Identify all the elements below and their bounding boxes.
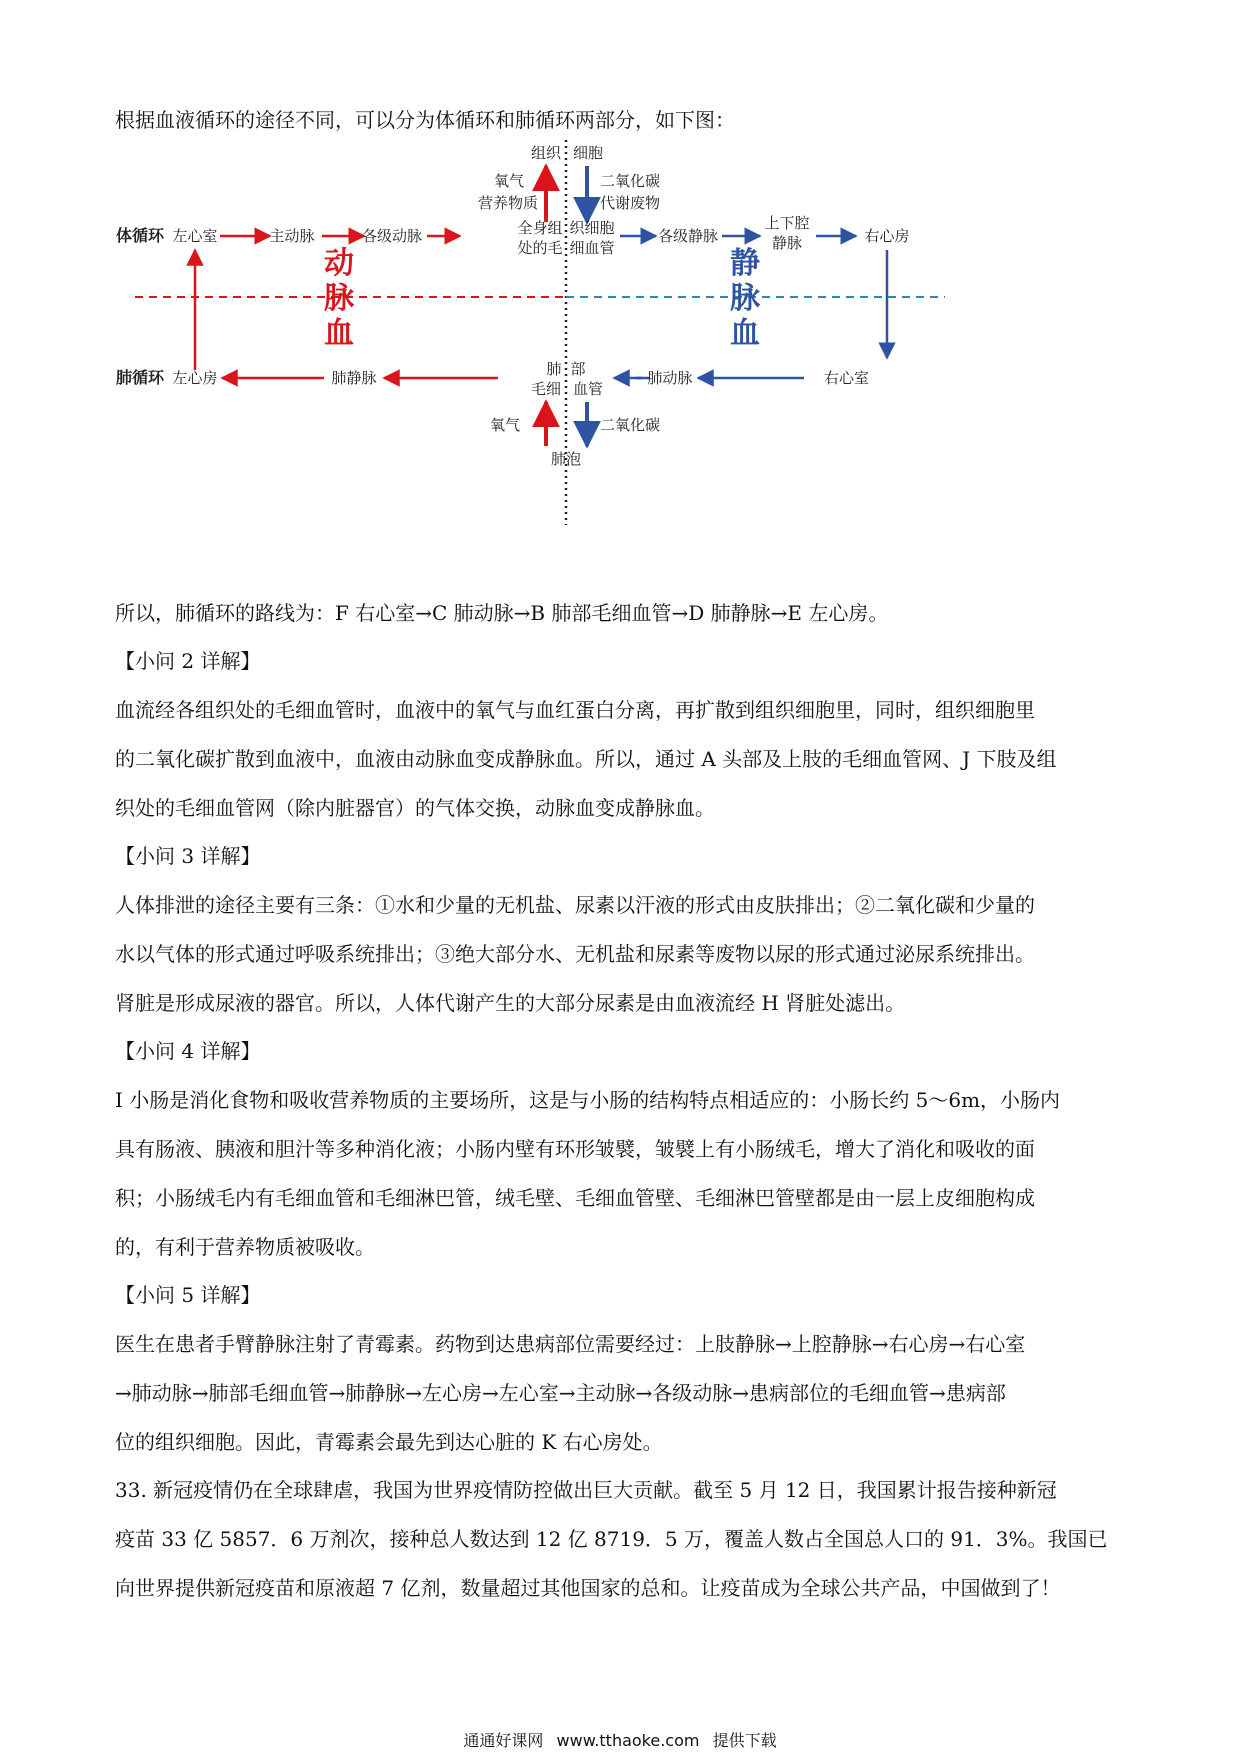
lung-capillary-label-2: 部 xyxy=(570,360,586,378)
tissue-cell-label-right: 细胞 xyxy=(572,144,604,162)
arterial-blood-char-1: 动 xyxy=(324,246,354,281)
footer-site-name: 通通好课网 xyxy=(463,1731,544,1750)
q33-line-2: 疫苗 33 亿 5857．6 万剂次，接种总人数达到 12 亿 8719．5 万，覆盖人数占全国总人口的 91．3%。我国已 xyxy=(115,1527,1108,1551)
lung-capillary-label-4: 血管 xyxy=(572,380,604,398)
q3-line-1: 人体排泄的途径主要有三条：①水和少量的无机盐、尿素以汗液的形式由皮肤排出；②二氧化碳和少量的 xyxy=(115,893,1035,917)
pulmonary-artery-label: 肺动脉 xyxy=(647,369,693,387)
veins-label: 各级静脉 xyxy=(657,227,719,245)
body-capillary-label-3: 处的毛 xyxy=(517,239,563,257)
row-label-pulmonary: 肺循环 xyxy=(116,368,165,387)
vena-cava-label-1: 上下腔 xyxy=(764,214,810,232)
q5-line-1: 医生在患者手臂静脉注射了青霉素。药物到达患病部位需要经过：上肢静脉→上腔静脉→右心房→右心室 xyxy=(115,1332,1026,1356)
waste-label: 代谢废物 xyxy=(600,194,661,212)
blood-circulation-diagram xyxy=(100,140,980,540)
q33-line-1: 33. 新冠疫情仍在全球肆虐，我国为世界疫情防控做出巨大贡献。截至 5 月 12 日，我国累计报告接种新冠 xyxy=(115,1478,1057,1502)
arterial-blood-char-3: 血 xyxy=(324,316,354,351)
heading-q4: 【小问 4 详解】 xyxy=(115,1039,261,1063)
q3-line-2: 水以气体的形式通过呼吸系统排出；③绝大部分水、无机盐和尿素等废物以尿的形式通过泌尿系统排出。 xyxy=(115,942,1035,966)
body-capillary-label-2: 织细胞 xyxy=(569,219,615,237)
row-label-systemic: 体循环 xyxy=(116,226,165,245)
q5-line-2: →肺动脉→肺部毛细血管→肺静脉→左心房→左心室→主动脉→各级动脉→患病部位的毛细血管→患病部 xyxy=(115,1381,1006,1405)
body-capillary-label-4: 细血管 xyxy=(569,239,615,257)
q2-line-3: 织处的毛细血管网（除内脏器官）的气体交换，动脉血变成静脉血。 xyxy=(115,796,715,820)
right-ventricle-label: 右心室 xyxy=(824,369,870,387)
q4-line-4: 的，有利于营养物质被吸收。 xyxy=(115,1235,375,1259)
q2-line-2: 的二氧化碳扩散到血液中，血液由动脉血变成静脉血。所以，通过 A 头部及上肢的毛细血管网、J 下肢及组 xyxy=(115,747,1057,771)
heading-q5: 【小问 5 详解】 xyxy=(115,1283,261,1307)
lung-capillary-label-3: 毛细 xyxy=(530,380,562,398)
q5-line-3: 位的组织细胞。因此，青霉素会最先到达心脏的 K 右心房处。 xyxy=(115,1430,663,1454)
oxygen-label-bottom: 氧气 xyxy=(489,416,520,434)
footer-url[interactable]: www.tthaoke.com xyxy=(556,1731,700,1750)
arterial-blood-char-2: 脉 xyxy=(324,281,354,316)
alveoli-label: 肺泡 xyxy=(550,450,582,468)
co2-label-top: 二氧化碳 xyxy=(600,172,661,190)
nutrients-label: 营养物质 xyxy=(477,194,538,212)
q2-line-1: 血流经各组织处的毛细血管时，血液中的氧气与血红蛋白分离，再扩散到组织细胞里，同时，组织细胞里 xyxy=(115,698,1035,722)
vena-cava-label-2: 静脉 xyxy=(771,234,803,252)
co2-label-bottom: 二氧化碳 xyxy=(600,416,661,434)
left-atrium-label: 左心房 xyxy=(172,369,218,387)
tissue-cell-label-left: 组织 xyxy=(530,144,562,162)
pulmonary-vein-label: 肺静脉 xyxy=(331,369,377,387)
intro-text: 根据血液循环的途径不同，可以分为体循环和肺循环两部分，如下图： xyxy=(115,108,735,132)
oxygen-label-top: 氧气 xyxy=(493,172,524,190)
lung-capillary-label-1: 肺 xyxy=(546,360,562,378)
q33-line-3: 向世界提供新冠疫苗和原液超 7 亿剂，数量超过其他国家的总和。让疫苗成为全球公共产品，中国做到了！ xyxy=(115,1576,1061,1600)
footer-suffix: 提供下载 xyxy=(712,1731,777,1750)
arteries-label: 各级动脉 xyxy=(361,227,423,245)
body-capillary-label-1: 全身组 xyxy=(517,219,563,237)
pulmonary-route-text: 所以，肺循环的路线为：F 右心室→C 肺动脉→B 肺部毛细血管→D 肺静脉→E 左心房。 xyxy=(115,601,889,625)
q3-line-3: 肾脏是形成尿液的器官。所以，人体代谢产生的大部分尿素是由血液流经 H 肾脏处滤出。 xyxy=(115,991,906,1015)
q4-line-2: 具有肠液、胰液和胆汁等多种消化液；小肠内壁有环形皱襞，皱襞上有小肠绒毛，增大了消化和吸收的面 xyxy=(115,1137,1035,1161)
left-ventricle-label: 左心室 xyxy=(172,227,218,245)
heading-q3: 【小问 3 详解】 xyxy=(115,844,261,868)
venous-blood-char-2: 脉 xyxy=(730,281,760,316)
right-atrium-label: 右心房 xyxy=(864,227,910,245)
heading-q2: 【小问 2 详解】 xyxy=(115,649,261,673)
aorta-label: 主动脉 xyxy=(269,227,315,245)
page-footer xyxy=(0,1728,1240,1751)
venous-blood-char-1: 静 xyxy=(730,246,760,281)
q4-line-1: I 小肠是消化食物和吸收营养物质的主要场所，这是与小肠的结构特点相适应的：小肠长约 5～6m，小肠内 xyxy=(115,1088,1061,1112)
venous-blood-char-3: 血 xyxy=(730,316,760,351)
q4-line-3: 积；小肠绒毛内有毛细血管和毛细淋巴管，绒毛壁、毛细血管壁、毛细淋巴管壁都是由一层上皮细胞构成 xyxy=(115,1186,1035,1210)
